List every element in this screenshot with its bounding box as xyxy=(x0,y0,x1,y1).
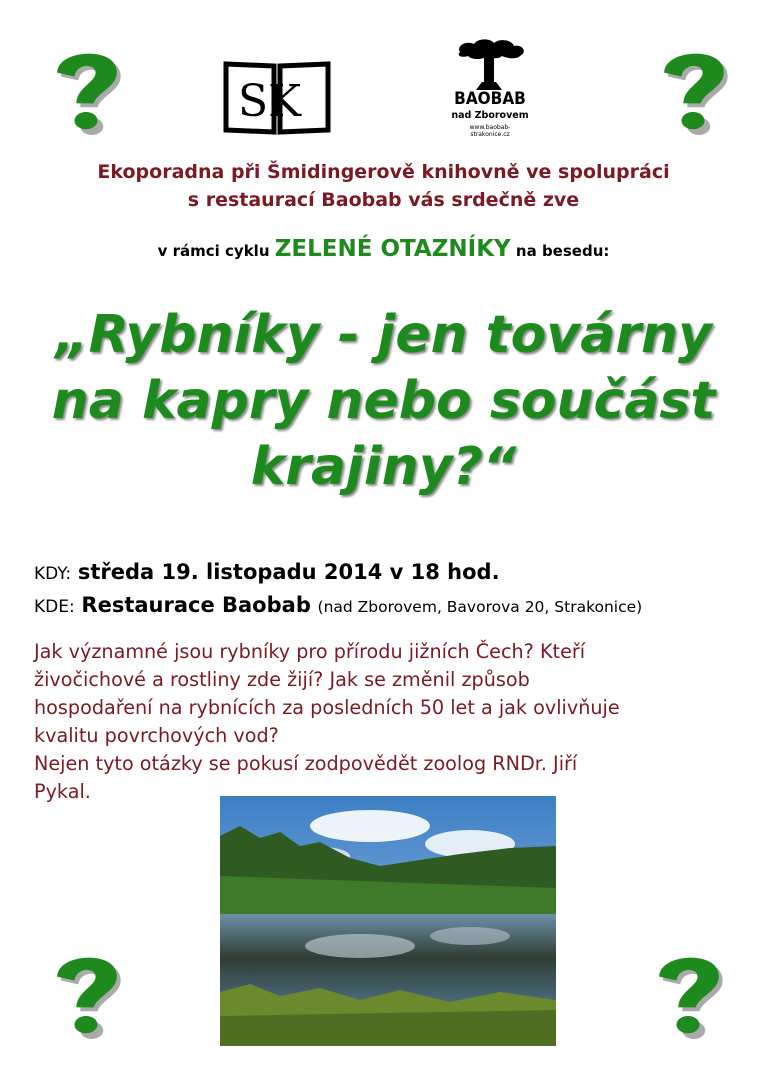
event-title-line-1: „Rybníky - jen továrny xyxy=(55,305,712,365)
invite-line-2: s restaurací Baobab vás srdečně zve xyxy=(187,189,580,211)
baobab-logo xyxy=(450,38,530,143)
description-line: Nejen tyto otázky se pokusí zodpovědět zoolog RNDr. Jiří xyxy=(34,752,578,775)
event-title xyxy=(0,302,767,500)
cycle-prefix: v rámci cyklu xyxy=(157,242,270,260)
sk-logo-letters: SK xyxy=(238,76,302,127)
description-line: Pykal. xyxy=(34,780,91,803)
baobab-logo-sub: nad Zborovem xyxy=(451,110,529,121)
where-label: KDE: xyxy=(34,597,75,617)
question-mark-icon xyxy=(38,944,134,1040)
event-title-line-3: krajiny?“ xyxy=(250,437,517,497)
where-row xyxy=(34,593,642,617)
sk-logo xyxy=(222,60,332,136)
description-line: kvalitu povrchových vod? xyxy=(34,724,279,747)
question-mark-icon xyxy=(645,40,741,136)
when-row xyxy=(34,560,500,584)
event-title-line-2: na kapry nebo součást xyxy=(51,371,716,431)
where-address: (nad Zborovem, Bavorova 20, Strakonice) xyxy=(317,598,643,616)
baobab-logo-url: www.baobab-strakonice.cz xyxy=(469,124,511,138)
cycle-line xyxy=(0,236,767,262)
description-line: Jak významné jsou rybníky pro přírodu jižních Čech? Kteří xyxy=(34,640,586,663)
when-value: středa 19. listopadu 2014 v 18 hod. xyxy=(77,560,500,584)
cycle-name: ZELENÉ OTAZNÍKY xyxy=(274,236,511,262)
event-description xyxy=(34,638,744,806)
cycle-suffix: na besedu: xyxy=(515,242,610,260)
invite-line-1: Ekoporadna při Šmidingerově knihovně ve spolupráci xyxy=(97,161,670,183)
description-line: živočichové a rostliny zde žijí? Jak se změnil způsob xyxy=(34,668,530,691)
when-label: KDY: xyxy=(34,564,72,584)
question-mark-icon xyxy=(640,944,736,1040)
description-line: hospodaření na rybnících za posledních 50 let a jak ovlivňuje xyxy=(34,696,620,719)
pond-photo xyxy=(220,796,556,1046)
where-value: Restaurace Baobab xyxy=(81,593,311,617)
baobab-tree-logo xyxy=(450,38,530,92)
question-mark-icon xyxy=(38,40,134,136)
baobab-logo-name: BAOBAB xyxy=(454,89,526,109)
